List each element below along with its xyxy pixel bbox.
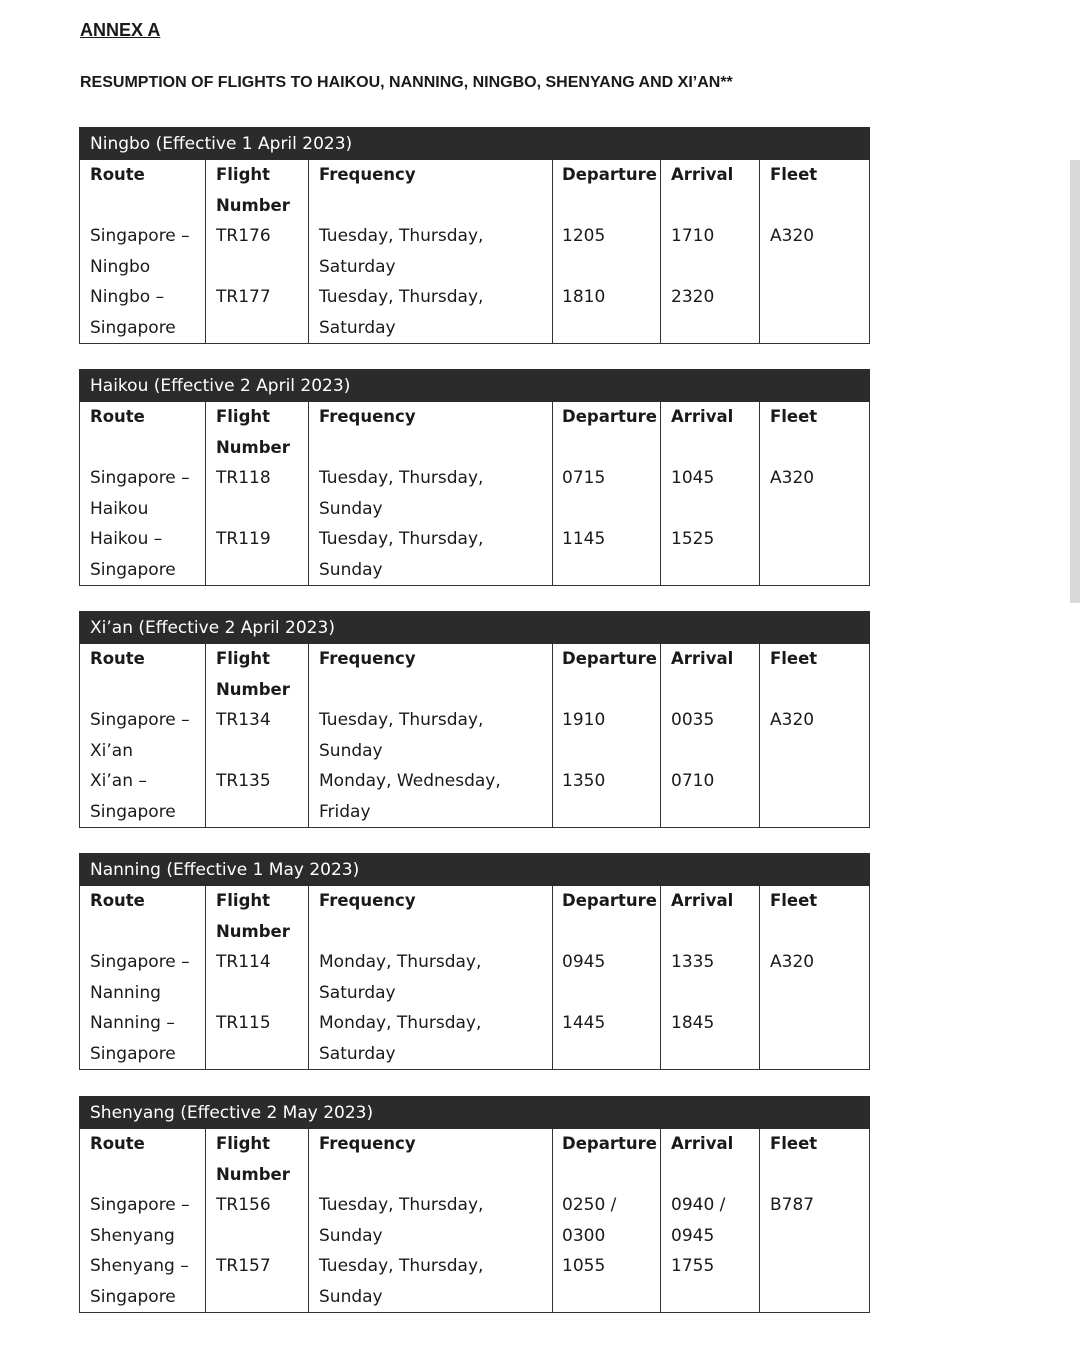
column-header-departure: Departure <box>553 644 661 706</box>
annex-title: ANNEX A <box>80 20 161 40</box>
flight-number-cell: TR176 <box>206 221 309 282</box>
table-title: Haikou (Effective 2 April 2023) <box>80 370 870 402</box>
frequency-cell: Tuesday, Thursday, Sunday <box>309 1190 553 1251</box>
table-row <box>80 221 870 282</box>
arrival-cell: 1755 <box>661 1251 760 1313</box>
column-header-route: Route <box>80 886 206 948</box>
arrival-cell: 0035 <box>661 705 760 766</box>
arrival-cell: 1710 <box>661 221 760 282</box>
route-cell: Singapore – Xi’an <box>80 705 206 766</box>
fleet-cell: A320 <box>760 463 870 524</box>
table-title: Ningbo (Effective 1 April 2023) <box>80 128 870 160</box>
route-cell: Singapore – Ningbo <box>80 221 206 282</box>
schedule-table-xian <box>79 611 870 828</box>
column-header-arrival: Arrival <box>661 644 760 706</box>
table-title: Shenyang (Effective 2 May 2023) <box>80 1097 870 1129</box>
flight-number-cell: TR115 <box>206 1008 309 1070</box>
column-header-departure: Departure <box>553 402 661 464</box>
route-cell: Singapore – Shenyang <box>80 1190 206 1251</box>
frequency-cell: Tuesday, Thursday, Sunday <box>309 705 553 766</box>
schedule-table-haikou <box>79 369 870 586</box>
column-header-flight-number: Flight Number <box>206 160 309 222</box>
route-cell: Haikou – Singapore <box>80 524 206 586</box>
frequency-cell: Tuesday, Thursday, Sunday <box>309 1251 553 1313</box>
table-row <box>80 1251 870 1313</box>
flight-number-cell: TR156 <box>206 1190 309 1251</box>
column-header-frequency: Frequency <box>309 160 553 222</box>
column-header-route: Route <box>80 402 206 464</box>
route-cell: Xi’an – Singapore <box>80 766 206 828</box>
route-cell: Nanning – Singapore <box>80 1008 206 1070</box>
route-cell: Singapore – Nanning <box>80 947 206 1008</box>
departure-cell: 0945 <box>553 947 661 1008</box>
table-row <box>80 463 870 524</box>
route-cell: Singapore – Haikou <box>80 463 206 524</box>
departure-cell: 1145 <box>553 524 661 586</box>
table-row <box>80 1008 870 1070</box>
column-header-arrival: Arrival <box>661 886 760 948</box>
column-header-departure: Departure <box>553 1129 661 1191</box>
fleet-cell <box>760 1251 870 1313</box>
arrival-cell: 1845 <box>661 1008 760 1070</box>
column-header-fleet: Fleet <box>760 160 870 222</box>
departure-cell: 1205 <box>553 221 661 282</box>
column-header-flight-number: Flight Number <box>206 402 309 464</box>
flight-number-cell: TR177 <box>206 282 309 344</box>
fleet-cell <box>760 766 870 828</box>
fleet-cell: A320 <box>760 221 870 282</box>
table-row <box>80 705 870 766</box>
column-header-flight-number: Flight Number <box>206 644 309 706</box>
arrival-cell: 1045 <box>661 463 760 524</box>
column-header-fleet: Fleet <box>760 1129 870 1191</box>
column-header-arrival: Arrival <box>661 160 760 222</box>
column-header-flight-number: Flight Number <box>206 1129 309 1191</box>
schedule-table-shenyang <box>79 1096 870 1313</box>
departure-cell: 1055 <box>553 1251 661 1313</box>
table-row <box>80 766 870 828</box>
column-header-arrival: Arrival <box>661 402 760 464</box>
column-header-fleet: Fleet <box>760 644 870 706</box>
column-header-frequency: Frequency <box>309 644 553 706</box>
departure-cell: 0250 / 0300 <box>553 1190 661 1251</box>
departure-cell: 1810 <box>553 282 661 344</box>
arrival-cell: 0710 <box>661 766 760 828</box>
document-heading: RESUMPTION OF FLIGHTS TO HAIKOU, NANNING, NINGBO, SHENYANG AND XI’AN** <box>80 74 733 91</box>
frequency-cell: Tuesday, Thursday, Sunday <box>309 463 553 524</box>
fleet-cell <box>760 1008 870 1070</box>
column-header-departure: Departure <box>553 886 661 948</box>
arrival-cell: 0940 / 0945 <box>661 1190 760 1251</box>
departure-cell: 1350 <box>553 766 661 828</box>
column-header-frequency: Frequency <box>309 1129 553 1191</box>
table-row <box>80 1190 870 1251</box>
flight-number-cell: TR135 <box>206 766 309 828</box>
fleet-cell: A320 <box>760 705 870 766</box>
schedule-table-nanning <box>79 853 870 1070</box>
table-title: Nanning (Effective 1 May 2023) <box>80 854 870 886</box>
route-cell: Ningbo – Singapore <box>80 282 206 344</box>
flight-number-cell: TR157 <box>206 1251 309 1313</box>
route-cell: Shenyang – Singapore <box>80 1251 206 1313</box>
table-row <box>80 524 870 586</box>
table-title: Xi’an (Effective 2 April 2023) <box>80 612 870 644</box>
fleet-cell: A320 <box>760 947 870 1008</box>
table-row <box>80 947 870 1008</box>
arrival-cell: 1525 <box>661 524 760 586</box>
column-header-frequency: Frequency <box>309 886 553 948</box>
departure-cell: 1445 <box>553 1008 661 1070</box>
frequency-cell: Monday, Thursday, Saturday <box>309 947 553 1008</box>
vertical-scrollbar[interactable] <box>1070 160 1080 603</box>
column-header-flight-number: Flight Number <box>206 886 309 948</box>
column-header-route: Route <box>80 1129 206 1191</box>
fleet-cell: B787 <box>760 1190 870 1251</box>
column-header-route: Route <box>80 160 206 222</box>
schedule-table-ningbo <box>79 127 870 344</box>
table-row <box>80 282 870 344</box>
arrival-cell: 2320 <box>661 282 760 344</box>
column-header-fleet: Fleet <box>760 886 870 948</box>
flight-number-cell: TR134 <box>206 705 309 766</box>
fleet-cell <box>760 282 870 344</box>
column-header-fleet: Fleet <box>760 402 870 464</box>
frequency-cell: Tuesday, Thursday, Saturday <box>309 282 553 344</box>
column-header-departure: Departure <box>553 160 661 222</box>
frequency-cell: Tuesday, Thursday, Sunday <box>309 524 553 586</box>
flight-number-cell: TR119 <box>206 524 309 586</box>
flight-number-cell: TR118 <box>206 463 309 524</box>
departure-cell: 0715 <box>553 463 661 524</box>
frequency-cell: Monday, Thursday, Saturday <box>309 1008 553 1070</box>
frequency-cell: Monday, Wednesday, Friday <box>309 766 553 828</box>
column-header-frequency: Frequency <box>309 402 553 464</box>
frequency-cell: Tuesday, Thursday, Saturday <box>309 221 553 282</box>
fleet-cell <box>760 524 870 586</box>
column-header-route: Route <box>80 644 206 706</box>
departure-cell: 1910 <box>553 705 661 766</box>
arrival-cell: 1335 <box>661 947 760 1008</box>
flight-number-cell: TR114 <box>206 947 309 1008</box>
column-header-arrival: Arrival <box>661 1129 760 1191</box>
